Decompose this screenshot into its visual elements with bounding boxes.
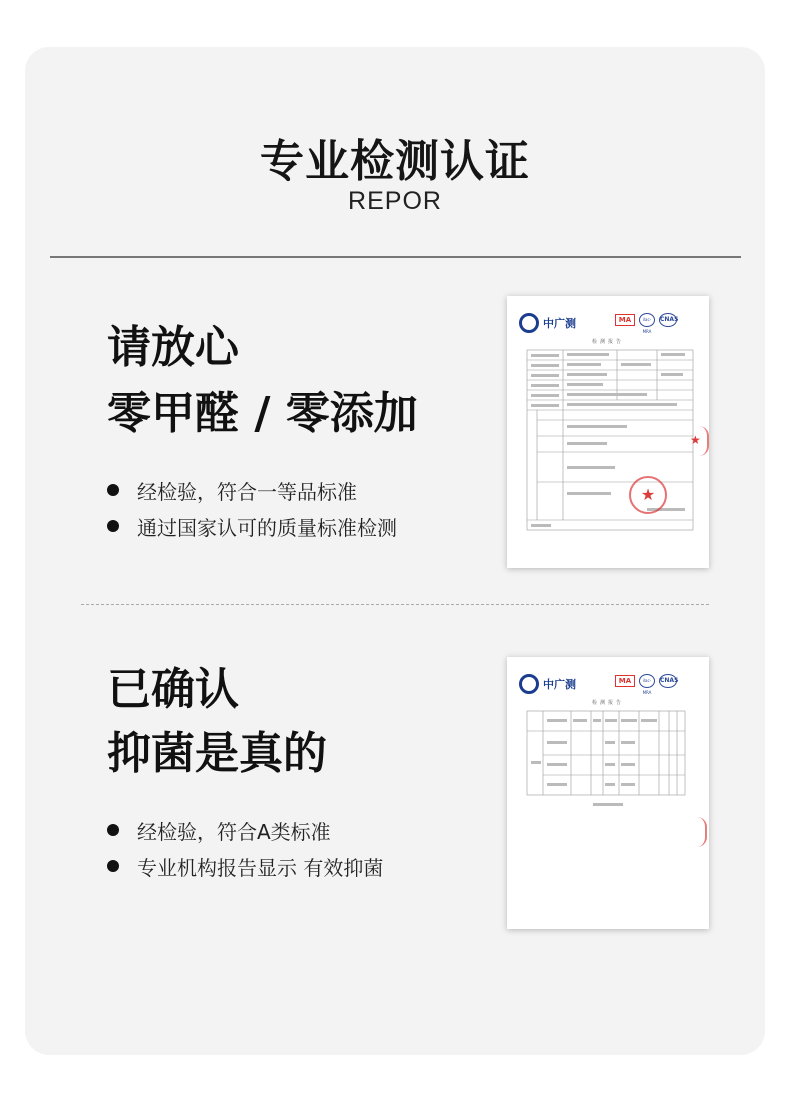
test-report-image-1 (507, 296, 709, 568)
star-edge-icon: ★ (690, 433, 701, 447)
bullet-text: 通过国家认可的质量标准检测 (137, 515, 397, 540)
section1-headline-line1: 请放心 (107, 322, 239, 373)
test-report-image-2 (507, 657, 709, 929)
cnas-mark-icon: CNAS (659, 313, 677, 327)
lab-logo-text: 中广测 (543, 678, 576, 691)
cma-mark-icon: MA (615, 675, 635, 687)
list-item (107, 508, 397, 544)
list-item (107, 472, 397, 508)
ilac-mark-icon: ilac-MRA (639, 674, 655, 688)
bullet-dot-icon (107, 484, 119, 496)
section-divider (81, 604, 709, 605)
list-item (107, 812, 383, 848)
bullet-dot-icon (107, 860, 119, 872)
lab-logo-text: 中广测 (543, 317, 576, 330)
report-table-lines (507, 296, 709, 568)
section1-headline-line2: 零甲醛 / 零添加 (107, 388, 418, 439)
section1-bullet-list (107, 472, 397, 544)
report-doc-title: 检测报告 (591, 700, 624, 706)
bullet-dot-icon (107, 520, 119, 532)
title-divider (50, 256, 741, 258)
bullet-text: 经检验，符合A类标准 (137, 819, 331, 844)
cma-mark-icon: MA (615, 314, 635, 326)
page-subtitle: REPOR (348, 187, 442, 215)
bullet-text: 专业机构报告显示 有效抑菌 (137, 855, 384, 880)
bullet-dot-icon (107, 824, 119, 836)
page-title: 专业检测认证 (260, 136, 530, 187)
report-doc-title: 检测报告 (591, 339, 624, 345)
content-card (25, 47, 765, 1055)
section2-headline-line2: 抑菌是真的 (107, 728, 327, 779)
red-seal-icon: ★ (629, 476, 667, 514)
section2-bullet-list (107, 812, 383, 884)
ilac-mark-icon: ilac-MRA (639, 313, 655, 327)
report-table-lines (507, 657, 709, 929)
section2-headline-line1: 已确认 (107, 664, 239, 715)
list-item (107, 848, 383, 884)
bullet-text: 经检验，符合一等品标准 (137, 479, 357, 504)
cnas-mark-icon: CNAS (659, 674, 677, 688)
